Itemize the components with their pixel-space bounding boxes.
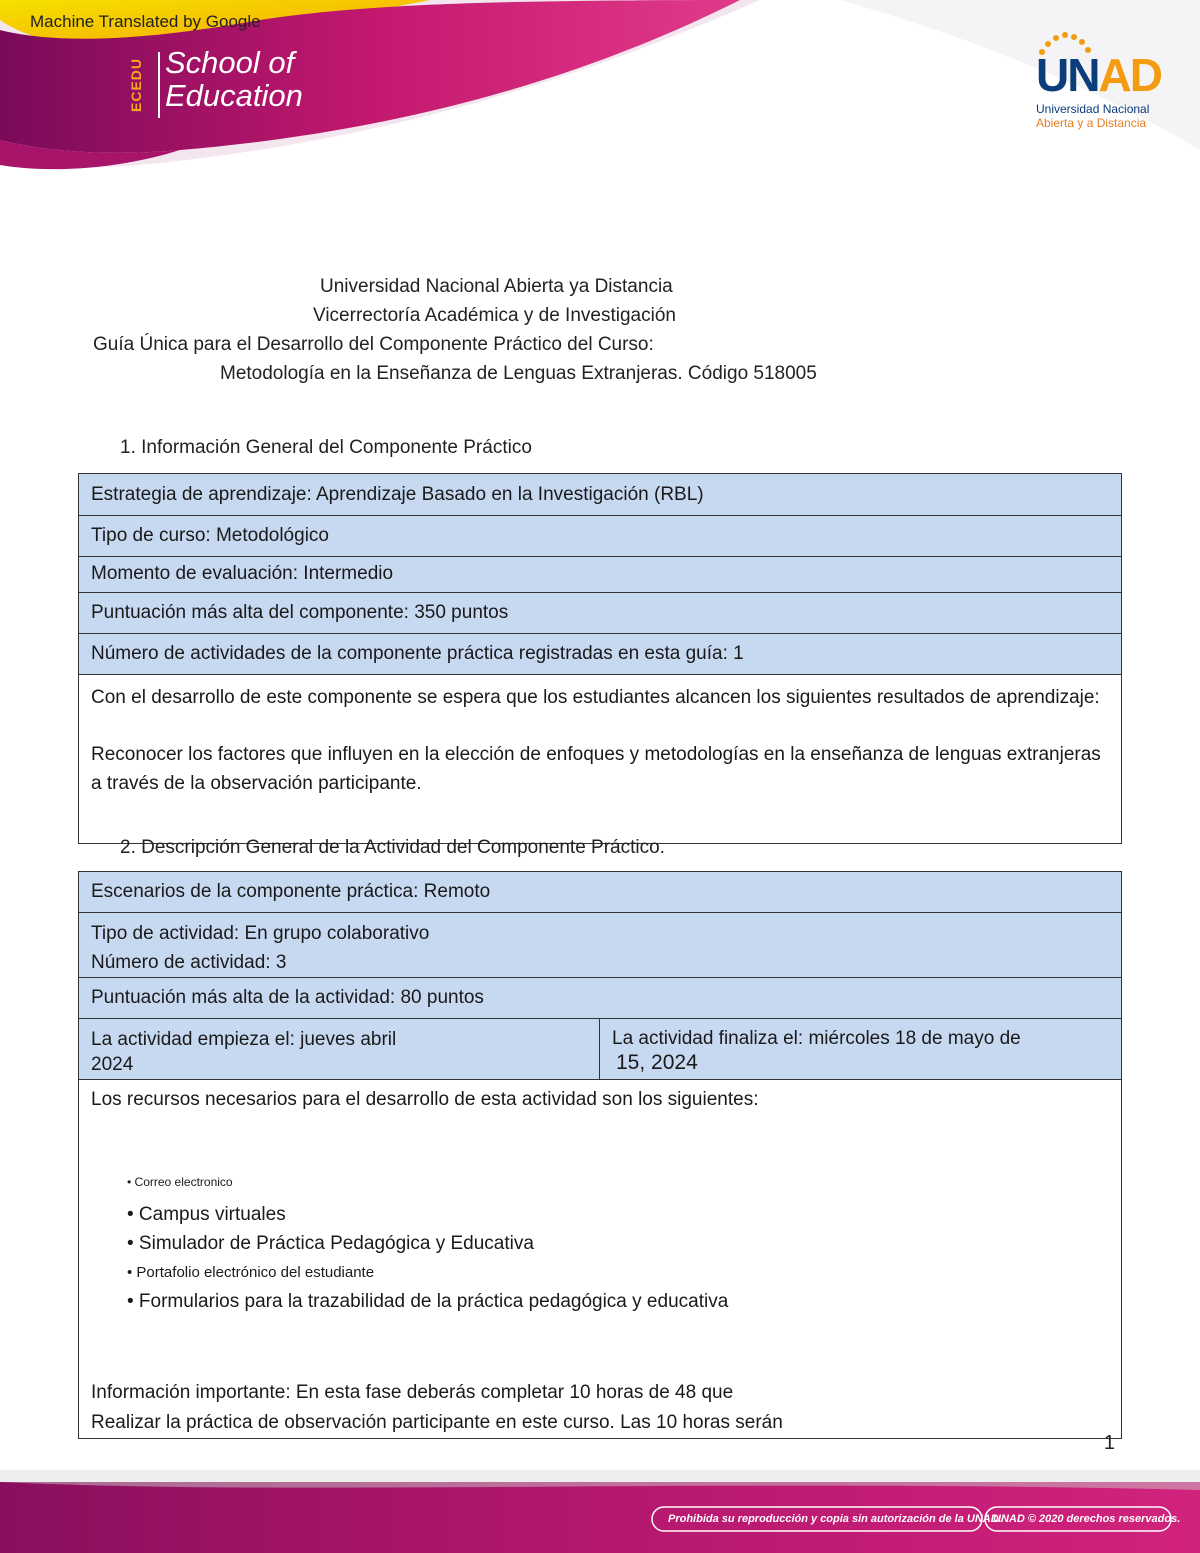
ecedu-logo — [128, 50, 154, 120]
course-type-cell: Tipo de curso: Metodológico — [79, 516, 1122, 557]
start-date-year: 2024 — [91, 1054, 134, 1075]
school-line-1: School of — [165, 45, 295, 80]
learning-outcomes-cell — [79, 675, 1122, 844]
table-row — [79, 634, 1122, 675]
list-item: • Formularios para la trazabilidad de la práctica pedagógica y educativa — [127, 1291, 729, 1312]
list-item: • Campus virtuales — [127, 1204, 286, 1225]
footer-copy-notice: Prohibida su reproducción y copia sin autorización de la UNAD. — [668, 1513, 1002, 1525]
end-date-year: 15, 2024 — [616, 1051, 698, 1074]
unad-ad: AD — [1098, 49, 1161, 101]
start-date-cell — [79, 1019, 600, 1080]
list-item: • Portafolio electrónico del estudiante — [127, 1264, 375, 1281]
page-number: 1 — [1103, 1432, 1115, 1454]
unad-subtitle-2: Abierta y a Distancia — [1036, 116, 1147, 130]
max-score-cell: Puntuación más alta del componente: 350 puntos — [79, 593, 1122, 634]
outcomes-text: Reconocer los factores que influyen en la elección de enfoques y metodologías en la enseñanza de lenguas extranjeras a través de la observación participante. — [91, 744, 1101, 794]
table-row — [79, 474, 1122, 516]
unad-u: U — [1036, 49, 1068, 101]
end-date-label: La actividad finaliza el: miércoles 18 de mayo de — [612, 1028, 1021, 1049]
table-row — [79, 1019, 1122, 1080]
table-row — [79, 913, 1122, 978]
activity-number: Número de actividad: 3 — [91, 952, 287, 973]
logo-divider — [158, 52, 160, 118]
title-guide: Guía Única para el Desarrollo del Componente Práctico del Curso: — [93, 334, 654, 355]
table-row — [79, 978, 1122, 1019]
table-row — [79, 593, 1122, 634]
footer-banner — [0, 1470, 1200, 1553]
activity-type-cell — [79, 913, 1122, 978]
start-date-label: La actividad empieza el: jueves abril — [91, 1029, 397, 1050]
school-of-education-logo — [165, 46, 303, 112]
evaluation-moment-cell: Momento de evaluación: Intermedio — [79, 557, 1122, 593]
general-info-table — [78, 473, 1122, 844]
title-course: Metodología en la Enseñanza de Lenguas Extranjeras. Código 518005 — [220, 363, 817, 384]
resources-list — [91, 1174, 1109, 1316]
table-row — [79, 1080, 1122, 1439]
important-line-2: Realizar la práctica de observación participante en este curso. Las 10 horas serán — [91, 1412, 783, 1433]
list-item: • Simulador de Práctica Pedagógica y Educativa — [127, 1233, 534, 1254]
title-vicerrectoria: Vicerrectoría Académica y de Investigación — [313, 305, 676, 326]
resources-cell — [79, 1080, 1122, 1439]
activity-description-table — [78, 871, 1122, 1439]
section-2-heading: 2. Descripción General de la Actividad del Componente Práctico. — [120, 837, 665, 858]
table-row — [79, 675, 1122, 844]
footer-rights-notice: UNAD © 2020 derechos reservados. — [993, 1513, 1181, 1525]
resources-intro: Los recursos necesarios para el desarrollo de esta actividad son los siguientes: — [91, 1089, 759, 1110]
machine-translated-label: Machine Translated by Google — [30, 12, 261, 31]
table-row — [79, 872, 1122, 913]
list-item: • Correo electronico — [127, 1175, 233, 1189]
important-info — [91, 1378, 1109, 1438]
end-date-cell — [600, 1019, 1122, 1080]
activity-score-cell: Puntuación más alta de la actividad: 80 puntos — [79, 978, 1122, 1019]
title-university: Universidad Nacional Abierta ya Distancia — [320, 276, 673, 297]
table-row — [79, 516, 1122, 557]
scenario-cell: Escenarios de la componente práctica: Remoto — [79, 872, 1122, 913]
unad-wordmark — [1036, 48, 1161, 102]
table-row — [79, 557, 1122, 593]
learning-strategy-cell: Estrategia de aprendizaje: Aprendizaje Basado en la Investigación (RBL) — [79, 474, 1122, 516]
important-line-1: Información importante: En esta fase deberás completar 10 horas de 48 que — [91, 1382, 734, 1403]
activity-count-cell: Número de actividades de la componente práctica registradas en esta guía: 1 — [79, 634, 1122, 675]
school-line-2: Education — [165, 78, 303, 113]
unad-subtitle-1: Universidad Nacional — [1036, 102, 1150, 116]
outcomes-intro: Con el desarrollo de este componente se espera que los estudiantes alcancen los siguientes resultados de aprendizaje: — [91, 687, 1100, 708]
section-1-heading: 1. Información General del Componente Práctico — [120, 437, 532, 458]
activity-type: Tipo de actividad: En grupo colaborativo — [91, 923, 430, 944]
unad-n: N — [1067, 49, 1099, 101]
ecedu-text: ECEDU — [128, 58, 144, 113]
